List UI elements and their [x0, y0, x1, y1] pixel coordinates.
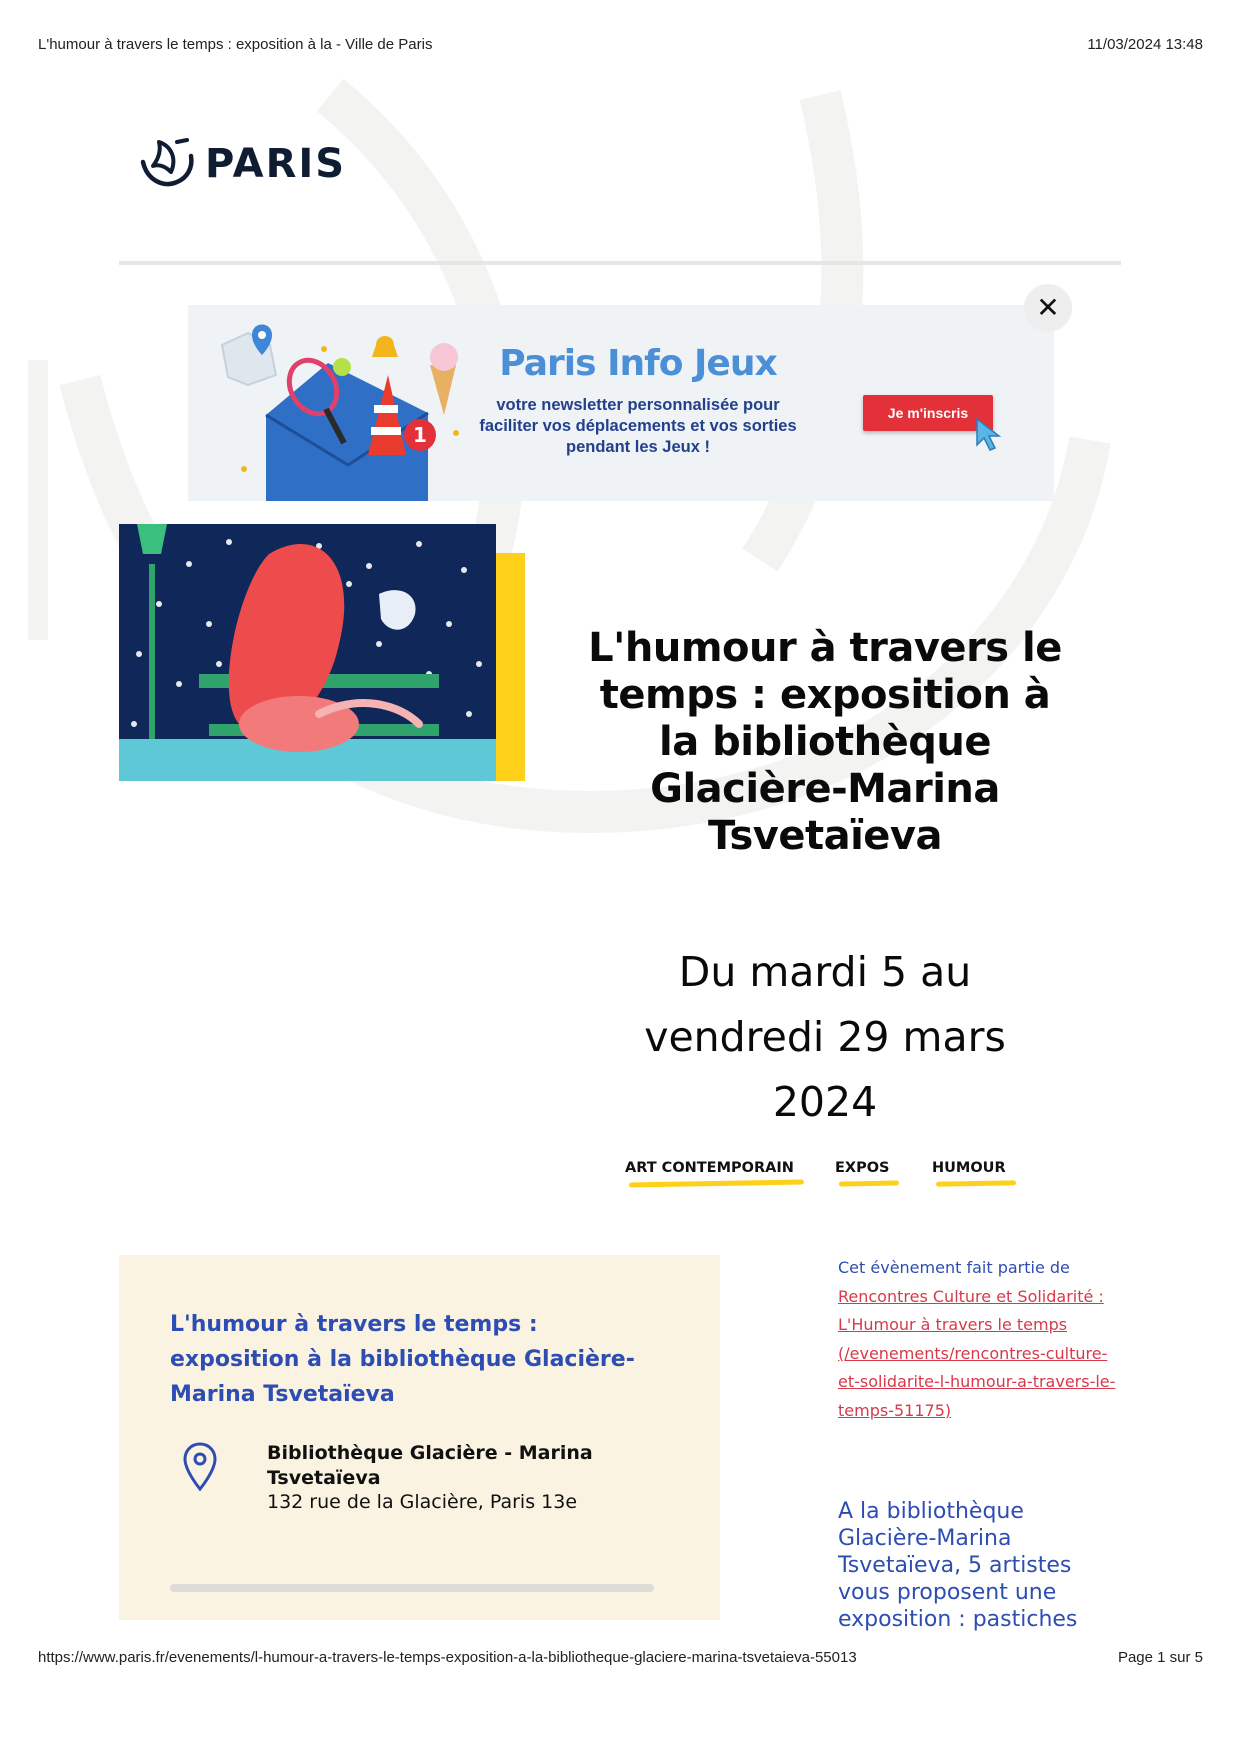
- logo-text: PARIS: [205, 141, 347, 187]
- tag-expos[interactable]: [835, 1160, 889, 1180]
- event-info-box: [119, 1255, 720, 1620]
- print-url: https://www.paris.fr/evenements/l-humour-a-travers-le-temps-exposition-a-la-bibliotheque-glaciere-marina-tsvetaieva-55013: [38, 1649, 857, 1666]
- paris-logo[interactable]: [137, 136, 346, 192]
- event-description: A la bibliothèque Glacière-Marina Tsvetaïeva, 5 artistes vous proposent une exposition : pastiches: [838, 1499, 1078, 1632]
- print-datetime: 11/03/2024 13:48: [1087, 36, 1203, 53]
- print-header: [38, 36, 1203, 56]
- series-intro: Cet évènement fait partie de: [838, 1258, 1070, 1277]
- print-footer: [38, 1649, 1203, 1669]
- close-banner-button[interactable]: ✕: [1024, 284, 1072, 332]
- event-tags: [625, 1160, 1125, 1190]
- location-pin-icon: [182, 1441, 218, 1493]
- print-page-number: Page 1 sur 5: [1117, 1649, 1203, 1666]
- info-box-title: L'humour à travers le temps : exposition à la bibliothèque Glacière-Marina Tsvetaïeva: [170, 1312, 635, 1407]
- tag-label: HUMOUR: [932, 1160, 1006, 1176]
- notification-badge: 1: [413, 423, 427, 447]
- event-illustration: [119, 524, 496, 781]
- tag-underline: [629, 1179, 804, 1187]
- paris-ship-icon: [137, 136, 197, 192]
- event-artwork: [119, 524, 496, 781]
- venue-name: Bibliothèque Glacière - Marina Tsvetaïeva: [267, 1442, 593, 1489]
- venue-address: 132 rue de la Glacière, Paris 13e: [267, 1491, 578, 1513]
- banner-title: Paris Info Jeux: [499, 343, 777, 384]
- event-date: Du mardi 5 au vendredi 29 mars 2024: [644, 948, 1006, 1126]
- tag-underline: [936, 1180, 1016, 1186]
- tag-art-contemporain[interactable]: [625, 1160, 794, 1180]
- print-page-title: L'humour à travers le temps : exposition à la - Ville de Paris: [38, 36, 433, 53]
- series-link[interactable]: Rencontres Culture et Solidarité : L'Humour à travers le temps (/evenements/rencontres-culture-et-solidarite-l-humour-a-travers-le-temps-51175): [838, 1286, 1116, 1420]
- decorative-yellow-bar: [496, 553, 525, 781]
- event-title: L'humour à travers le temps : exposition à la bibliothèque Glacière-Marina Tsvetaïeva: [588, 625, 1062, 859]
- tag-label: ART CONTEMPORAIN: [625, 1160, 794, 1176]
- tag-label: EXPOS: [835, 1160, 890, 1176]
- tag-humour[interactable]: [932, 1160, 1006, 1180]
- event-series-note: [838, 1254, 1128, 1425]
- banner-subtitle: votre newsletter personnalisée pour faciliter vos déplacements et vos sorties pendant les Jeux !: [479, 396, 797, 456]
- cursor-arrow-icon: [973, 417, 1007, 453]
- banner-illustration: [208, 305, 468, 501]
- site-header: [119, 90, 1121, 265]
- info-box-divider: [170, 1584, 654, 1592]
- subscribe-button[interactable]: Je m'inscris: [863, 395, 993, 431]
- newsletter-banner[interactable]: [188, 305, 1054, 501]
- tag-underline: [839, 1180, 900, 1186]
